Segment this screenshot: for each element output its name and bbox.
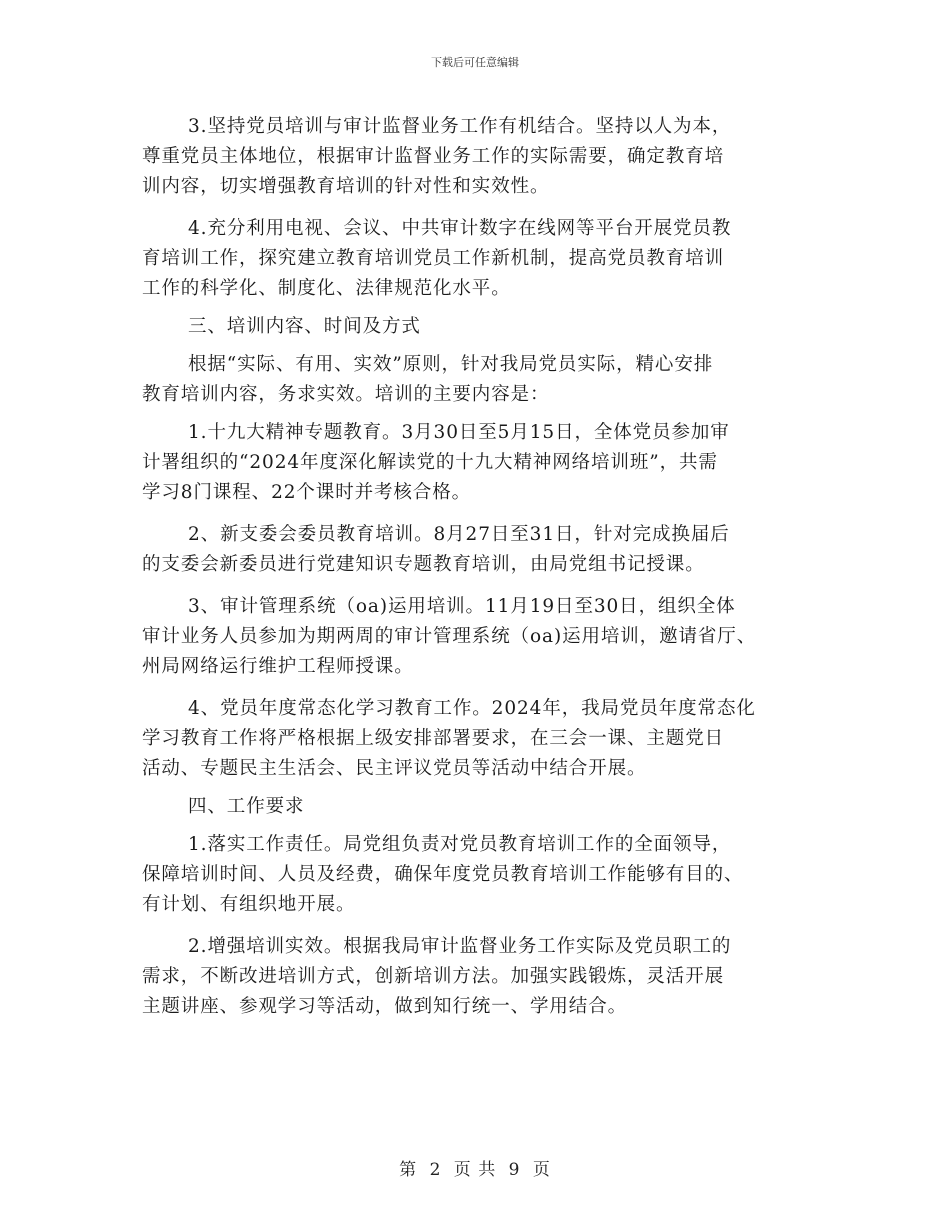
section-heading-4 (142, 792, 814, 822)
text-line: 训内容，切实增强教育培训的针对性和实效性。 (142, 176, 550, 197)
text-line: 保障培训时间、人员及经费，确保年度党员教育培训工作能够有目的、 (142, 864, 744, 885)
footer-suffix: 页 (532, 1160, 551, 1180)
paragraph-requirement-2 (142, 932, 814, 1022)
text-line: 学习8门课程、22个课时并考核合格。 (142, 482, 472, 503)
section-heading-3 (142, 312, 814, 342)
text-line: 州局网络运行维护工程师授课。 (142, 656, 414, 677)
text-line: 4.充分利用电视、会议、中共审计数字在线网等平台开展党员教 (188, 218, 732, 239)
paragraph-training-2 (142, 520, 814, 580)
text-line: 活动、专题民主生活会、民主评议党员等活动中结合开展。 (142, 758, 647, 779)
text-line: 尊重党员主体地位，根据审计监督业务工作的实际需要，确定教育培 (142, 146, 725, 167)
paragraph-training-3 (142, 592, 814, 682)
section-heading-text: 三、培训内容、时间及方式 (188, 316, 421, 337)
text-line: 1.落实工作责任。局党组负责对党员教育培训工作的全面领导， (188, 834, 732, 855)
footer-total-pages: 9 (508, 1160, 521, 1180)
text-line: 主题讲座、参观学习等活动，做到知行统一、学用结合。 (142, 996, 628, 1017)
text-line: 1.十九大精神专题教育。3月30日至5月15日，全体党员参加审 (188, 422, 730, 443)
paragraph-training-intro (142, 350, 814, 410)
paragraph-training-1 (142, 418, 814, 508)
page-header: 下载后可任意编辑 (431, 56, 519, 69)
text-line: 育培训工作，探究建立教育培训党员工作新机制，提高党员教育培训 (142, 248, 725, 269)
text-line: 计署组织的“2024年度深化解读党的十九大精神网络培训班”，共需 (142, 452, 718, 473)
paragraph-requirement-1 (142, 830, 814, 920)
footer-middle: 页 共 (453, 1160, 497, 1180)
text-line: 工作的科学化、制度化、法律规范化水平。 (142, 278, 511, 299)
text-line: 4、党员年度常态化学习教育工作。2024年，我局党员年度常态化 (188, 698, 756, 719)
paragraph-principle-4 (142, 214, 814, 304)
text-line: 有计划、有组织地开展。 (142, 894, 356, 915)
text-line: 审计业务人员参加为期两周的审计管理系统（oa)运用培训，邀请省厅、 (142, 626, 757, 647)
text-line: 2、新支委会委员教育培训。8月27日至31日，针对完成换届后 (188, 524, 730, 545)
paragraph-principle-3 (142, 112, 814, 202)
page-footer (0, 1155, 950, 1180)
text-line: 的支委会新委员进行党建知识专题教育培训，由局党组书记授课。 (142, 554, 705, 575)
text-line: 教育培训内容，务求实效。培训的主要内容是： (142, 384, 550, 405)
section-heading-text: 四、工作要求 (188, 796, 305, 817)
footer-prefix: 第 (399, 1160, 418, 1180)
text-line: 2.增强培训实效。根据我局审计监督业务工作实际及党员职工的 (188, 936, 732, 957)
footer-page-number: 2 (429, 1160, 442, 1180)
text-line: 3、审计管理系统（oa)运用培训。11月19日至30日，组织全体 (188, 596, 736, 617)
text-line: 根据“实际、有用、实效”原则，针对我局党员实际，精心安排 (188, 354, 714, 375)
text-line: 学习教育工作将严格根据上级安排部署要求，在三会一课、主题党日 (142, 728, 725, 749)
text-line: 3.坚持党员培训与审计监督业务工作有机结合。坚持以人为本， (188, 116, 732, 137)
paragraph-training-4 (142, 694, 814, 784)
text-line: 需求，不断改进培训方式，创新培训方法。加强实践锻炼，灵活开展 (142, 966, 725, 987)
document-body (142, 112, 814, 1022)
